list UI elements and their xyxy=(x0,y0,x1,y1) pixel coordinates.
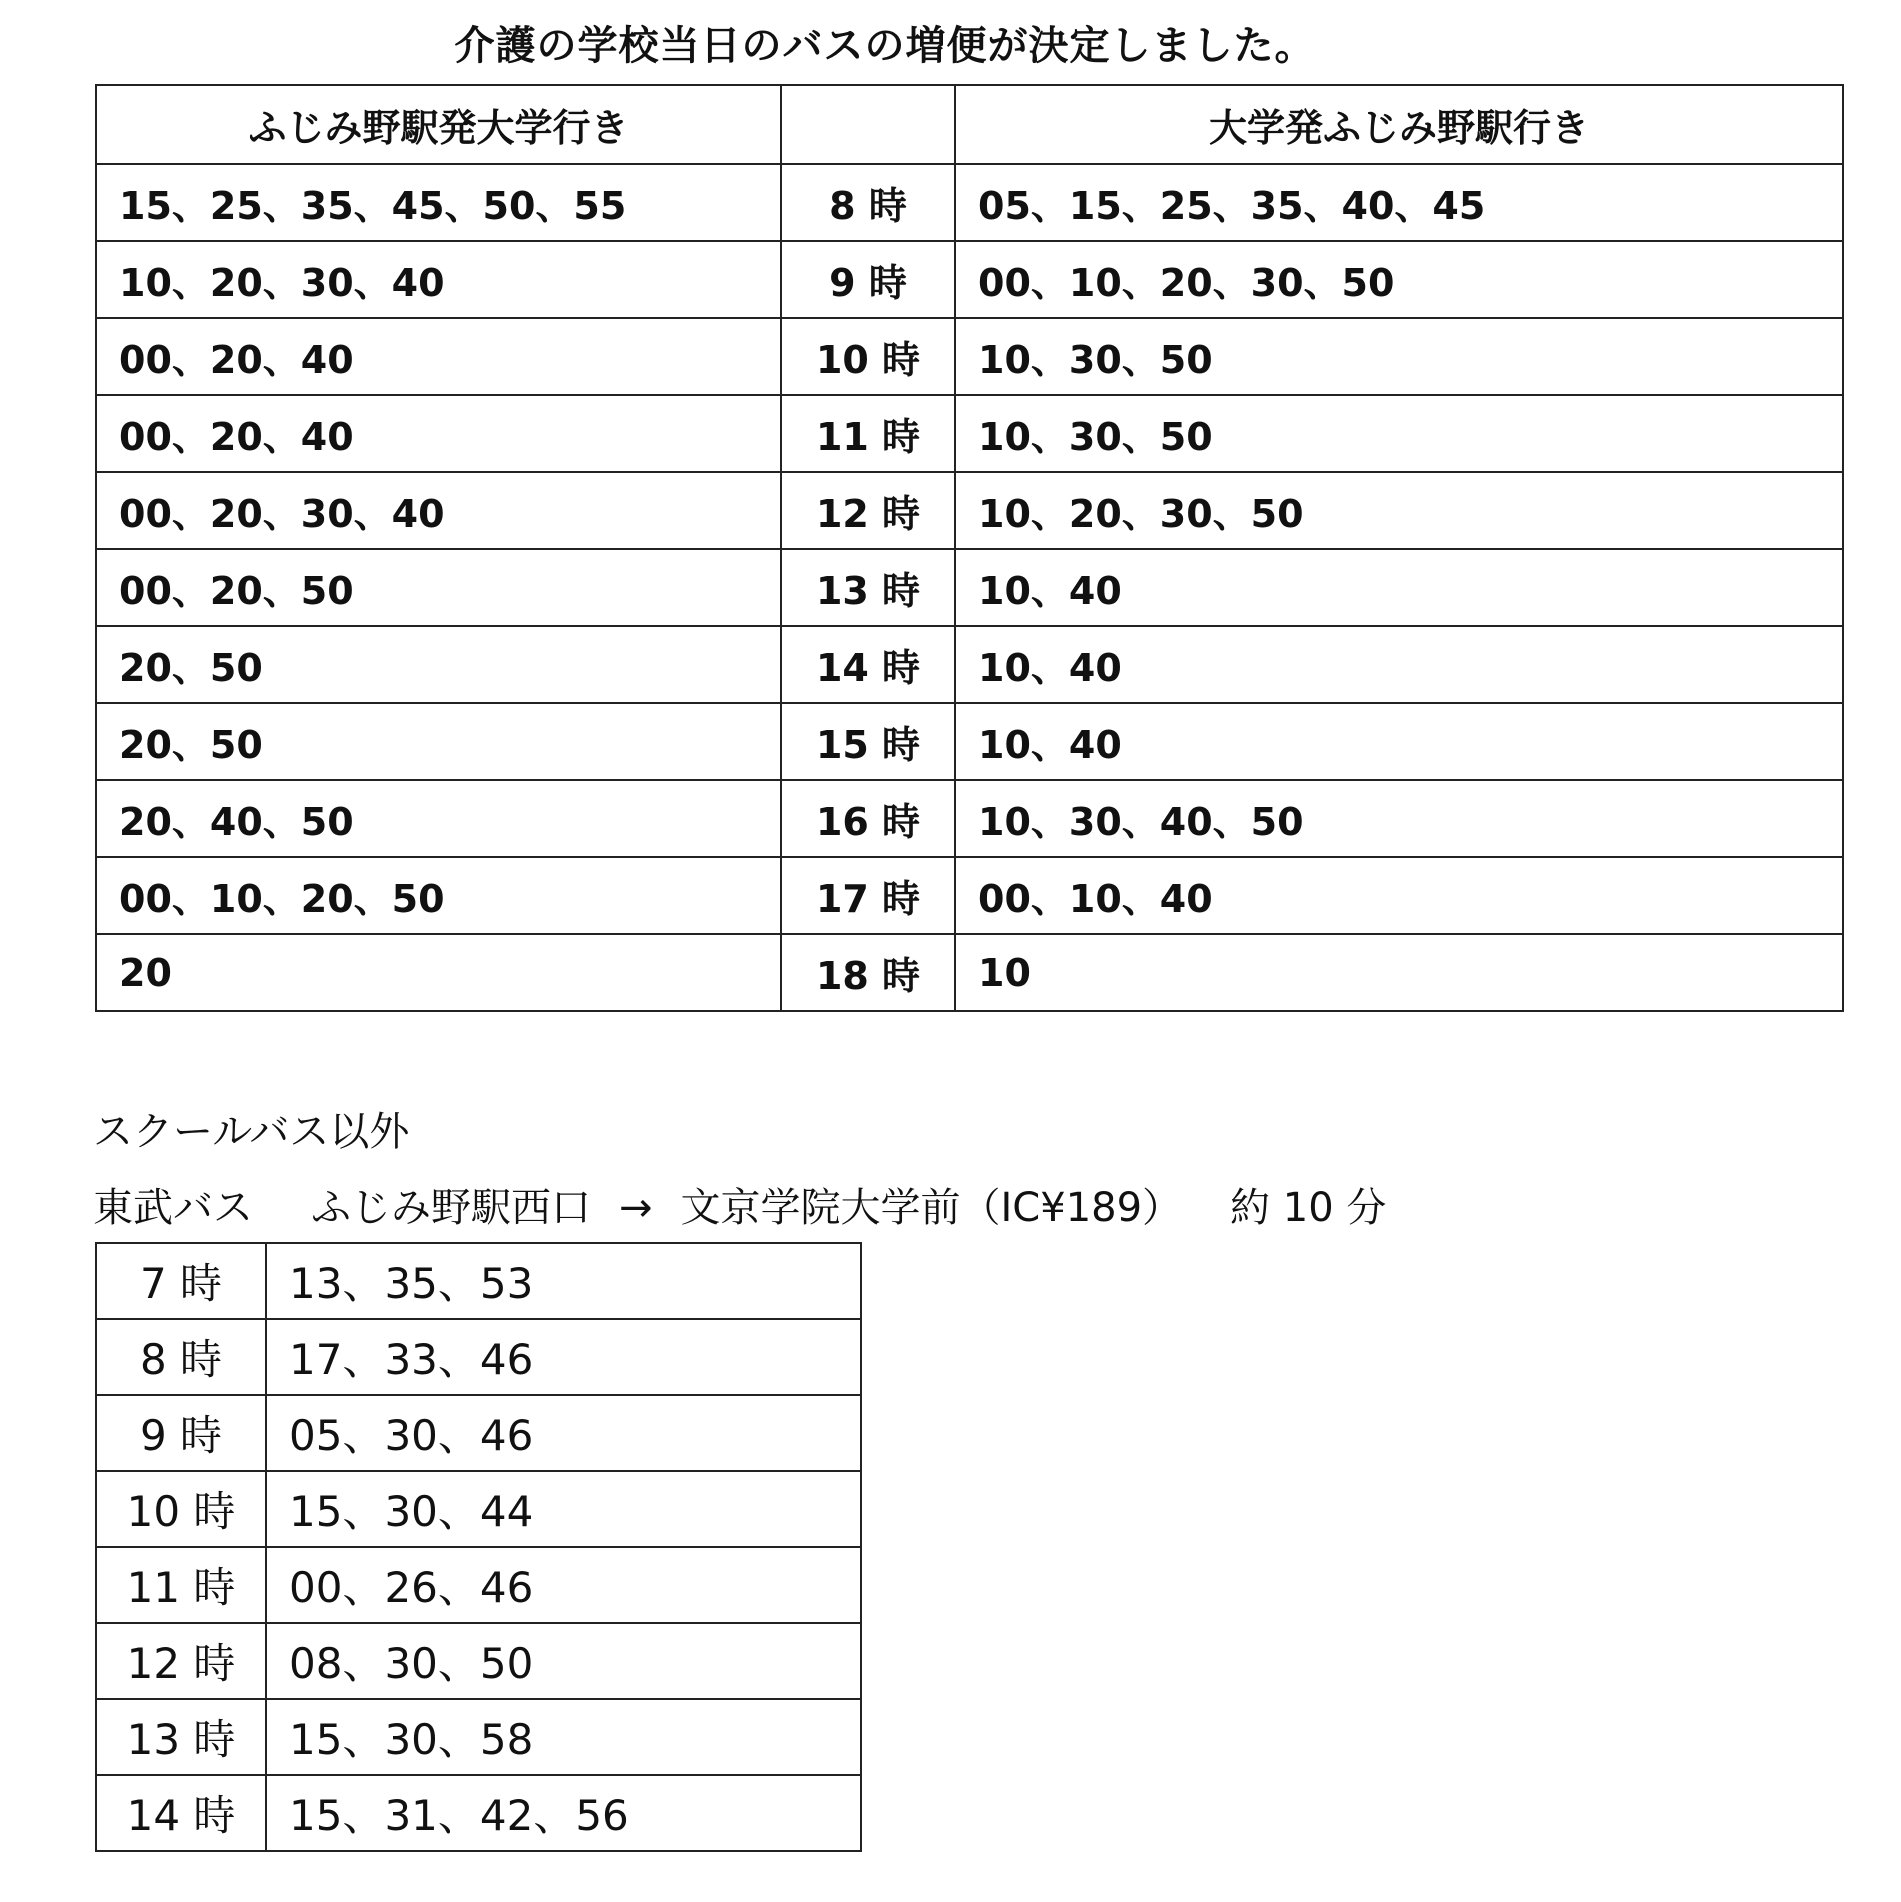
departure-times: 00、26、46 xyxy=(266,1547,861,1623)
table-row xyxy=(96,395,1843,472)
outbound-times: 20、50 xyxy=(96,626,781,703)
other-bus-label: スクールバス以外 xyxy=(93,1109,410,1155)
table-row xyxy=(96,318,1843,395)
hour-cell: 16 時 xyxy=(781,780,955,857)
hour-cell: 12 時 xyxy=(96,1623,266,1699)
hour-cell: 12 時 xyxy=(781,472,955,549)
hour-cell: 17 時 xyxy=(781,857,955,934)
hour-cell: 7 時 xyxy=(96,1243,266,1319)
table-row xyxy=(96,164,1843,241)
table-row xyxy=(96,1319,861,1395)
outbound-times: 20 xyxy=(96,934,781,1011)
outbound-times: 15、25、35、45、50、55 xyxy=(96,164,781,241)
table-row xyxy=(96,703,1843,780)
route-duration: 約 10 分 xyxy=(1230,1185,1387,1231)
departure-times: 15、30、44 xyxy=(266,1471,861,1547)
table-row xyxy=(96,857,1843,934)
bus-operator: 東武バス xyxy=(93,1185,253,1231)
departure-times: 15、30、58 xyxy=(266,1699,861,1775)
route-description xyxy=(93,1176,1386,1233)
inbound-times: 10、30、50 xyxy=(955,395,1843,472)
inbound-times: 10、40 xyxy=(955,626,1843,703)
inbound-times: 10、40 xyxy=(955,703,1843,780)
table-row xyxy=(96,1547,861,1623)
hour-cell: 14 時 xyxy=(96,1775,266,1851)
table-row xyxy=(96,780,1843,857)
inbound-times: 10、30、40、50 xyxy=(955,780,1843,857)
hour-cell: 15 時 xyxy=(781,703,955,780)
hour-cell: 13 時 xyxy=(96,1699,266,1775)
outbound-times: 00、20、50 xyxy=(96,549,781,626)
page-title: 介護の学校当日のバスの増便が決定しました。 xyxy=(454,23,1316,69)
hour-cell: 11 時 xyxy=(96,1547,266,1623)
table-row xyxy=(96,472,1843,549)
hour-cell: 8 時 xyxy=(781,164,955,241)
arrow-icon: → xyxy=(619,1185,653,1231)
hour-cell: 9 時 xyxy=(781,241,955,318)
table-row xyxy=(96,1775,861,1851)
table-row xyxy=(96,241,1843,318)
header-hour xyxy=(781,85,955,164)
table-row xyxy=(96,626,1843,703)
hour-cell: 14 時 xyxy=(781,626,955,703)
outbound-times: 00、20、30、40 xyxy=(96,472,781,549)
hour-cell: 10 時 xyxy=(781,318,955,395)
table-row xyxy=(96,1699,861,1775)
tobu-bus-timetable xyxy=(95,1242,862,1852)
timetable-header-row xyxy=(96,85,1843,164)
header-outbound: ふじみ野駅発大学行き xyxy=(96,85,781,164)
hour-cell: 18 時 xyxy=(781,934,955,1011)
inbound-times: 00、10、40 xyxy=(955,857,1843,934)
table-row xyxy=(96,1395,861,1471)
table-row xyxy=(96,1471,861,1547)
outbound-times: 00、20、40 xyxy=(96,318,781,395)
departure-times: 05、30、46 xyxy=(266,1395,861,1471)
header-inbound: 大学発ふじみ野駅行き xyxy=(955,85,1843,164)
inbound-times: 00、10、20、30、50 xyxy=(955,241,1843,318)
departure-times: 15、31、42、56 xyxy=(266,1775,861,1851)
route-origin: ふじみ野駅西口 xyxy=(311,1185,591,1231)
inbound-times: 10、40 xyxy=(955,549,1843,626)
outbound-times: 20、50 xyxy=(96,703,781,780)
departure-times: 08、30、50 xyxy=(266,1623,861,1699)
inbound-times: 10、20、30、50 xyxy=(955,472,1843,549)
inbound-times: 10 xyxy=(955,934,1843,1011)
outbound-times: 00、10、20、50 xyxy=(96,857,781,934)
hour-cell: 9 時 xyxy=(96,1395,266,1471)
outbound-times: 10、20、30、40 xyxy=(96,241,781,318)
departure-times: 17、33、46 xyxy=(266,1319,861,1395)
departure-times: 13、35、53 xyxy=(266,1243,861,1319)
table-row xyxy=(96,1243,861,1319)
school-bus-timetable xyxy=(95,84,1844,1012)
hour-cell: 11 時 xyxy=(781,395,955,472)
inbound-times: 05、15、25、35、40、45 xyxy=(955,164,1843,241)
outbound-times: 20、40、50 xyxy=(96,780,781,857)
table-row xyxy=(96,549,1843,626)
table-row xyxy=(96,1623,861,1699)
inbound-times: 10、30、50 xyxy=(955,318,1843,395)
hour-cell: 8 時 xyxy=(96,1319,266,1395)
route-destination: 文京学院大学前（IC¥189） xyxy=(680,1185,1183,1231)
hour-cell: 10 時 xyxy=(96,1471,266,1547)
hour-cell: 13 時 xyxy=(781,549,955,626)
outbound-times: 00、20、40 xyxy=(96,395,781,472)
table-row xyxy=(96,934,1843,1011)
